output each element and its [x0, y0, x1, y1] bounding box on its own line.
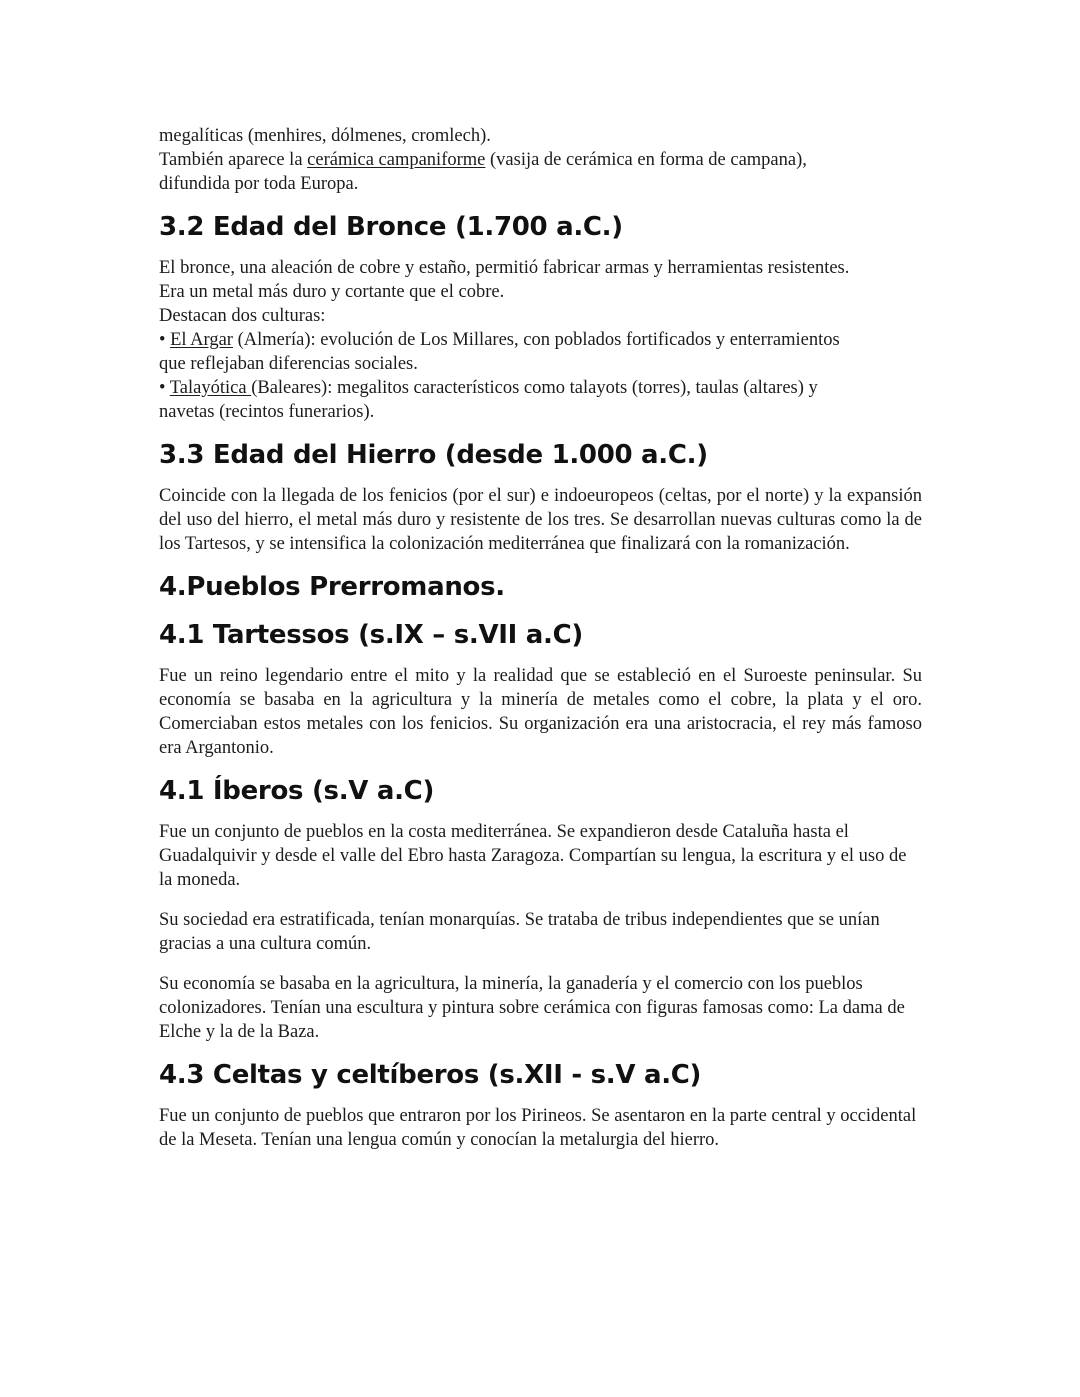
bronce-item-el-argar [159, 328, 922, 352]
intro-line-1: megalíticas (menhires, dólmenes, cromlech). [159, 126, 491, 146]
bronce-line-1: El bronce, una aleación de cobre y estaño, permitió fabricar armas y herramientas resistentes. [159, 258, 850, 278]
heading-tartessos: 4.1 Tartessos (s.IX – s.VII a.C) [159, 620, 583, 650]
iberos-paragraph-3: Su economía se basaba en la agricultura, la minería, la ganadería y el comercio con los pueblos colonizadores. Tenían una escultura y pintura sobre cerámica con figuras famosas como: La dama de Elche y la de la Baza. [159, 974, 905, 1042]
ceramica-campaniforme-link[interactable]: cerámica campaniforme [307, 150, 486, 170]
bronce-item-talayotica-cont: navetas (recintos funerarios). [159, 402, 375, 422]
heading-edad-hierro: 3.3 Edad del Hierro (desde 1.000 a.C.) [159, 440, 708, 470]
bronce-item-talayotica [159, 376, 922, 400]
heading-celtas-celtiberos: 4.3 Celtas y celtíberos (s.XII - s.V a.C) [159, 1060, 702, 1090]
el-argar-link[interactable]: El Argar [170, 330, 233, 350]
talayotica-link[interactable]: Talayótica [169, 378, 252, 398]
heading-pueblos-prerromanos: 4.Pueblos Prerromanos. [159, 572, 505, 602]
bullet: • [159, 378, 170, 398]
document-page [159, 124, 922, 1152]
bronce-line-3: Destacan dos culturas: [159, 306, 326, 326]
iberos-paragraph-2: Su sociedad era estratificada, tenían monarquías. Se trataba de tribus independientes que se unían gracias a una cultura común. [159, 910, 880, 954]
heading-edad-bronce: 3.2 Edad del Bronce (1.700 a.C.) [159, 212, 623, 242]
hierro-paragraph: Coincide con la llegada de los fenicios (por el sur) e indoeuropeos (celtas, por el norte) y la expansión del uso del hierro, el metal más duro y resistente de los tres. Se desarrollan nuevas culturas como la de los Tartesos, y se intensifica la colonización mediterránea que finalizará con la romanización. [159, 486, 922, 554]
tartessos-paragraph: Fue un reino legendario entre el mito y la realidad que se estableció en el Suroeste peninsular. Su economía se basaba en la agricultura y la minería de metales como el cobre, la plata y el oro. Comerciaban estos metales con los fenicios. Su organización era una aristocracia, el rey más famoso era Argantonio. [159, 666, 922, 758]
heading-iberos: 4.1 Íberos (s.V a.C) [159, 776, 435, 806]
el-argar-text: (Almería): evolución de Los Millares, con poblados fortificados y enterramientos [232, 330, 840, 350]
intro-line-3: difundida por toda Europa. [159, 174, 359, 194]
intro-line-2-prefix: También aparece la [159, 150, 308, 170]
bronce-line-2: Era un metal más duro y cortante que el cobre. [159, 282, 505, 302]
intro-line-2-suffix: (vasija de cerámica en forma de campana), [485, 150, 807, 170]
section-bronce-body [159, 256, 922, 424]
talayotica-text: (Baleares): megalitos característicos como talayots (torres), taulas (altares) y [251, 378, 818, 398]
celtas-paragraph: Fue un conjunto de pueblos que entraron por los Pirineos. Se asentaron en la parte central y occidental de la Meseta. Tenían una lengua común y conocían la metalurgia del hierro. [159, 1106, 917, 1150]
bullet: • [159, 330, 171, 350]
iberos-paragraph-1: Fue un conjunto de pueblos en la costa mediterránea. Se expandieron desde Cataluña hasta el Guadalquivir y desde el valle del Ebro hasta Zaragoza. Compartían su lengua, la escritura y el uso de la moneda. [159, 822, 907, 890]
intro-line-2 [159, 148, 922, 172]
bronce-item-el-argar-cont: que reflejaban diferencias sociales. [159, 354, 418, 374]
